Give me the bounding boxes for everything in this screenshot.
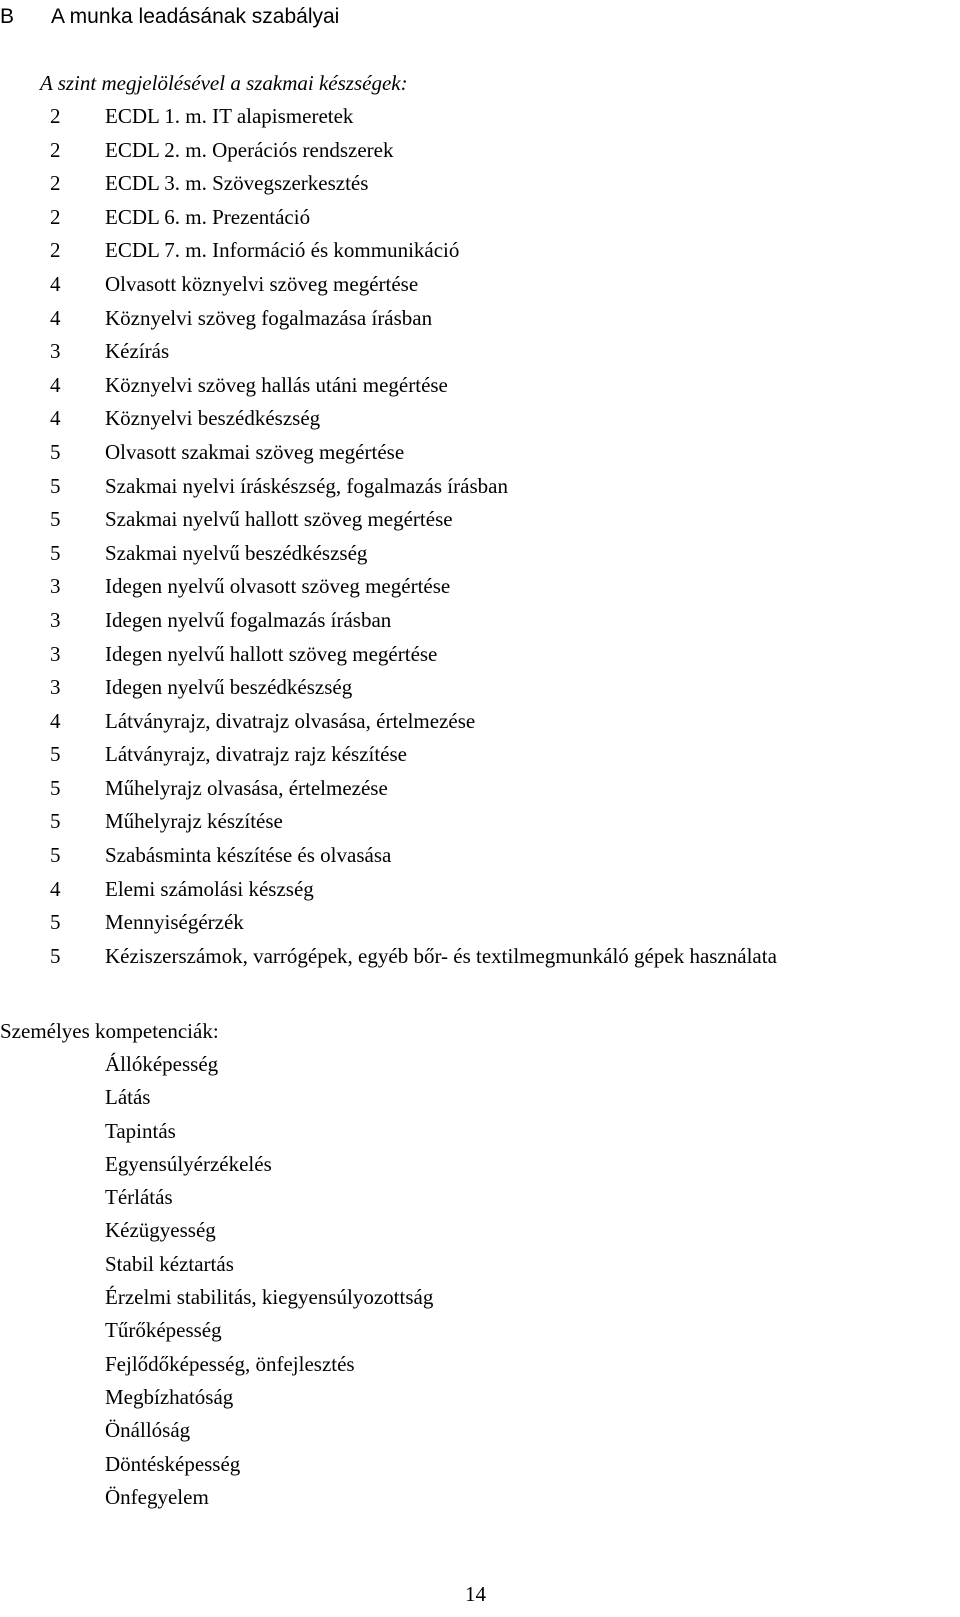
skill-row xyxy=(0,537,960,571)
skill-name: ECDL 2. m. Operációs rendszerek xyxy=(105,137,394,162)
page-number: 14 xyxy=(465,1582,486,1606)
skill-row xyxy=(0,604,960,638)
skill-level: 5 xyxy=(50,742,61,767)
skill-level: 5 xyxy=(50,540,61,565)
skill-name: Kézírás xyxy=(105,339,170,364)
skill-name: Köznyelvi szöveg hallás utáni megértése xyxy=(105,372,448,397)
skill-name: Látványrajz, divatrajz rajz készítése xyxy=(105,742,407,767)
skill-name: Szakmai nyelvű beszédkészség xyxy=(105,540,368,565)
section-header xyxy=(0,0,940,33)
personal-competency-item: Kézügyesség xyxy=(105,1218,216,1243)
skill-level: 2 xyxy=(50,104,61,128)
skill-row xyxy=(0,470,960,504)
personal-competency-item: Egyensúlyérzékelés xyxy=(105,1151,272,1176)
skill-name: Idegen nyelvű fogalmazás írásban xyxy=(105,607,392,632)
skill-name: Idegen nyelvű hallott szöveg megértése xyxy=(105,641,438,666)
skill-level: 4 xyxy=(50,406,61,431)
skill-level: 3 xyxy=(50,574,61,599)
personal-competency-item: Térlátás xyxy=(105,1185,173,1210)
personal-competency-item: Állóképesség xyxy=(105,1052,219,1076)
skill-name: ECDL 3. m. Szövegszerkesztés xyxy=(105,171,369,196)
skill-level: 5 xyxy=(50,507,61,532)
skill-name: ECDL 6. m. Prezentáció xyxy=(105,204,311,229)
skill-level: 4 xyxy=(50,372,61,397)
skill-name: ECDL 7. m. Információ és kommunikáció xyxy=(105,238,460,263)
skill-row xyxy=(0,570,960,604)
skill-level: 5 xyxy=(50,439,61,464)
skill-level: 2 xyxy=(50,137,61,162)
skill-row xyxy=(0,302,960,336)
skill-name: Szakmai nyelvű hallott szöveg megértése xyxy=(105,507,453,532)
personal-competencies-heading: Személyes kompetenciák: xyxy=(0,1019,219,1043)
skill-row xyxy=(0,100,960,134)
skill-name: Műhelyrajz készítése xyxy=(105,809,283,834)
personal-competency-item: Tűrőképesség xyxy=(105,1318,222,1343)
skill-row xyxy=(0,638,960,672)
skill-level: 5 xyxy=(50,843,61,868)
skill-name: Műhelyrajz olvasása, értelmezése xyxy=(105,775,388,800)
skill-row xyxy=(0,671,960,705)
personal-competency-item: Megbízhatóság xyxy=(105,1384,234,1409)
section-letter: B xyxy=(0,5,15,28)
skill-name: Mennyiségérzék xyxy=(105,910,244,935)
skill-name: Köznyelvi beszédkészség xyxy=(105,406,321,431)
skill-level: 3 xyxy=(50,339,61,364)
personal-competency-item: Érzelmi stabilitás, kiegyensúlyozottság xyxy=(105,1285,434,1310)
skill-name: Látványrajz, divatrajz olvasása, értelmezése xyxy=(105,708,476,733)
skill-name: Elemi számolási készség xyxy=(105,876,314,901)
skill-row xyxy=(0,906,960,940)
skill-name: Idegen nyelvű olvasott szöveg megértése xyxy=(105,574,451,599)
skill-level: 5 xyxy=(50,943,61,968)
skill-level: 3 xyxy=(50,607,61,632)
skill-level: 5 xyxy=(50,775,61,800)
personal-competency-item: Fejlődőképesség, önfejlesztés xyxy=(105,1351,355,1376)
skill-row xyxy=(0,873,960,907)
skill-name: Köznyelvi szöveg fogalmazása írásban xyxy=(105,305,433,330)
skill-row xyxy=(0,167,960,201)
skill-level: 5 xyxy=(50,473,61,498)
skill-row xyxy=(0,436,960,470)
section-title: A munka leadásának szabályai xyxy=(51,5,340,28)
personal-competency-item: Döntésképesség xyxy=(105,1451,241,1476)
skill-level: 2 xyxy=(50,171,61,196)
skill-row xyxy=(0,805,960,839)
skill-row xyxy=(0,234,960,268)
skill-name: Szakmai nyelvi íráskészség, fogalmazás írásban xyxy=(105,473,508,498)
skill-row xyxy=(0,705,960,739)
skill-level: 4 xyxy=(50,876,61,901)
skills-heading: A szint megjelölésével a szakmai készségek: xyxy=(40,71,408,95)
skill-level: 3 xyxy=(50,641,61,666)
skill-level: 5 xyxy=(50,910,61,935)
personal-competency-item: Tapintás xyxy=(105,1118,176,1143)
skill-row xyxy=(0,201,960,235)
skill-row xyxy=(0,738,960,772)
skill-name: Kéziszerszámok, varrógépek, egyéb bőr- és textilmegmunkáló gépek használata xyxy=(105,943,777,968)
skill-row xyxy=(0,335,960,369)
skill-level: 5 xyxy=(50,809,61,834)
skill-name: Idegen nyelvű beszédkészség xyxy=(105,675,353,700)
skill-row xyxy=(0,839,960,873)
skill-level: 4 xyxy=(50,708,61,733)
skill-level: 3 xyxy=(50,675,61,700)
personal-competency-item: Önfegyelem xyxy=(105,1484,209,1509)
skill-name: Olvasott szakmai szöveg megértése xyxy=(105,439,405,464)
skill-row xyxy=(0,402,960,436)
skill-level: 2 xyxy=(50,204,61,229)
skill-name: ECDL 1. m. IT alapismeretek xyxy=(105,104,354,128)
skill-level: 2 xyxy=(50,238,61,263)
skills-list xyxy=(0,100,960,973)
personal-competency-item: Látás xyxy=(105,1085,151,1110)
skill-row xyxy=(0,134,960,168)
personal-competencies-list xyxy=(105,1048,433,1514)
skill-row xyxy=(0,503,960,537)
skill-level: 4 xyxy=(50,271,61,296)
skill-name: Olvasott köznyelvi szöveg megértése xyxy=(105,271,419,296)
skill-row xyxy=(0,940,960,974)
personal-competency-item: Stabil kéztartás xyxy=(105,1251,234,1276)
skill-row xyxy=(0,268,960,302)
skill-row xyxy=(0,369,960,403)
skill-name: Szabásminta készítése és olvasása xyxy=(105,843,392,868)
skill-row xyxy=(0,772,960,806)
personal-competency-item: Önállóság xyxy=(105,1418,191,1443)
skill-level: 4 xyxy=(50,305,61,330)
